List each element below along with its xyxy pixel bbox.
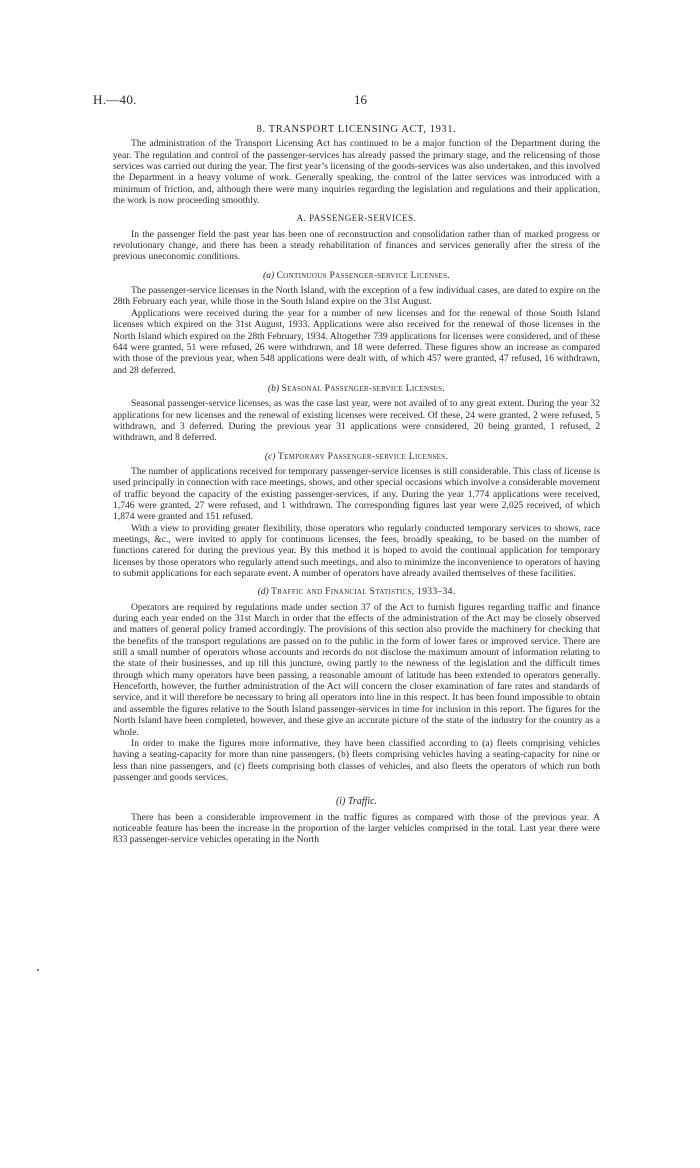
subsection-a-title: Continuous Passenger-service Licenses. — [276, 269, 450, 281]
subsection-d-paragraph-2: In order to make the figures more informative, they have been classified according to (a) fleets comprising vehicles having a seating-capacity for more than nine passengers, (b) fleets comprising vehicles having a seating-capacity for nine or less than nine passengers, and (c) fleets comprising both classes of vehicles, and also fleets the operators of which run both passenger and goods services. — [113, 737, 600, 783]
subsection-b-paragraph-1: Seasonal passenger-service licenses, as was the case last year, were not availed of to any great extent. During the year 32 applications for new licenses and the renewal of existing licenses were received. Of these, 24 were granted, 2 were refused, 5 withdrawn, and 3 deferred. During the previous year 31 applications were considered, 20 being granted, 1 refused, 2 withdrawn, and 8 deferred. — [113, 398, 600, 444]
traffic-heading: (i) Traffic. — [335, 796, 378, 808]
subsection-a-letter: (a) — [263, 269, 275, 281]
subsection-b-letter: (b) — [267, 382, 280, 394]
traffic-paragraph-1: There has been a considerable improvement in the traffic figures as compared with those of the previous year. A noticeable feature has been the increase in the proportion of the larger vehicles comprised in the total. Last year there were 833 passenger-service vehicles operating in the North — [113, 811, 600, 846]
subsection-d-paragraph-1: Operators are required by regulations made under section 37 of the Act to furnish figures regarding traffic and finance during each year ended on the 31st March in order that the effects of the administration of the Act may be closely observed and matters of general policy framed accordingly. The provisions of this section also provide the machinery for checking that the benefits of the transport regulations are passed on to the public in the form of lower fares or improved service. There are still a small number of operators whose accounts and records do not disclose the maximum amount of information relating to the state of their businesses, and up till this juncture, owing partly to the newness of the legislation and the difficult times through which many operators have been passing, a reasonable amount of latitude has been extended to operators generally. Henceforth, however, the further administration of the Act will concern the closer examination of fare rates and standards of service, and it will therefore be necessary to bring all operators into line in this respect. It has been found impossible to obtain and assemble the figures relative to the South Island passenger-services in time for inclusion in this report. The figures for the North Island have been completed, however, and these give an accurate picture of the state of the industry for the country as a whole. — [113, 601, 600, 738]
subsection-a-paragraph-1: The passenger-service licenses in the North Island, with the exception of a few individual cases, are dated to expire on the 28th February each year, while those in the South Island expire on the 31st August. — [113, 285, 600, 308]
subsection-c-paragraph-1: The number of applications received for temporary passenger-service licenses is still considerable. This class of license is used principally in connection with race meetings, shows, and other special occasions which involve a considerable movement of traffic beyond the capacity of the existing passenger-services, if any. During the year 1,774 applications were received, 1,746 were granted, 27 were refused, and 1 withdrawn. The corresponding figures last year were 2,025 received, of which 1,874 were granted and 151 refused. — [113, 465, 600, 523]
subsection-a-paragraph-2: Applications were received during the year for a number of new licenses and for the renewal of those South Island licenses which expired on the 31st August, 1933. Applications were also received for the renewal of those licenses in the North Island which expired on the 28th February, 1934. Altogether 739 applications for licenses were considered, and of these 644 were granted, 51 were refused, 26 were withdrawn, and 18 were deferred. These figures show an increase as compared with those of the previous year, when 548 applications were dealt with, of which 457 were granted, 47 refused, 16 withdrawn, and 28 deferred. — [113, 307, 600, 376]
subsection-a-heading — [113, 270, 600, 281]
section-title: 8. TRANSPORT LICENSING ACT, 1931. — [256, 124, 457, 135]
subsection-d-letter: (d) — [257, 586, 269, 598]
subsection-d-heading — [113, 586, 600, 597]
part-a-heading: A. PASSENGER-SERVICES. — [296, 213, 417, 224]
subsection-c-paragraph-2: With a view to providing greater flexibility, those operators who regularly conducted temporary services to shows, race meetings, &c., were invited to apply for continuous licenses, the fees, broadly speaking, to be based on the number of functions catered for during the previous year. By this method it is hoped to avoid the continual application for temporary licenses by those operators who regularly attend such meetings, and also to minimize the inconvenience to operators of having to submit applications for each separate event. A number of operators have already availed themselves of these facilities. — [113, 522, 600, 580]
subsection-c-heading — [113, 451, 600, 462]
subsection-c-letter: (c) — [264, 450, 276, 462]
subsection-c-title: Temporary Passenger-service Licenses. — [277, 450, 449, 462]
subsection-b-title: Seasonal Passenger-service Licenses. — [281, 382, 446, 394]
document-code: H.—40. — [93, 92, 137, 107]
subsection-d-title: Traffic and Financial Statistics, 1933–34. — [271, 586, 456, 598]
page-body — [113, 124, 600, 846]
part-a-intro-paragraph: In the passenger field the past year has been one of reconstruction and consolidation rather than of marked progress or revolutionary change, and there has been a steady rehabilitation of finances and services generally after the stress of the previous uneconomic conditions. — [113, 228, 600, 263]
section-intro-paragraph: The administration of the Transport Licensing Act has continued to be a major function of the Department during the year. The regulation and control of the passenger-services has already passed the primary stage, and the relicensing of those services was carried out during the year. The first year’s licensing of the goods-services was also undertaken, and this involved the Department in a heavy volume of work. Generally speaking, the control of the latter services was introduced with a minimum of friction, and, although there were many inquiries regarding the legislation and regulations and their application, the work is now proceeding smoothly. — [113, 138, 600, 207]
page-number: 16 — [354, 92, 367, 107]
subsection-b-heading — [113, 383, 600, 394]
margin-speck — [37, 969, 39, 971]
